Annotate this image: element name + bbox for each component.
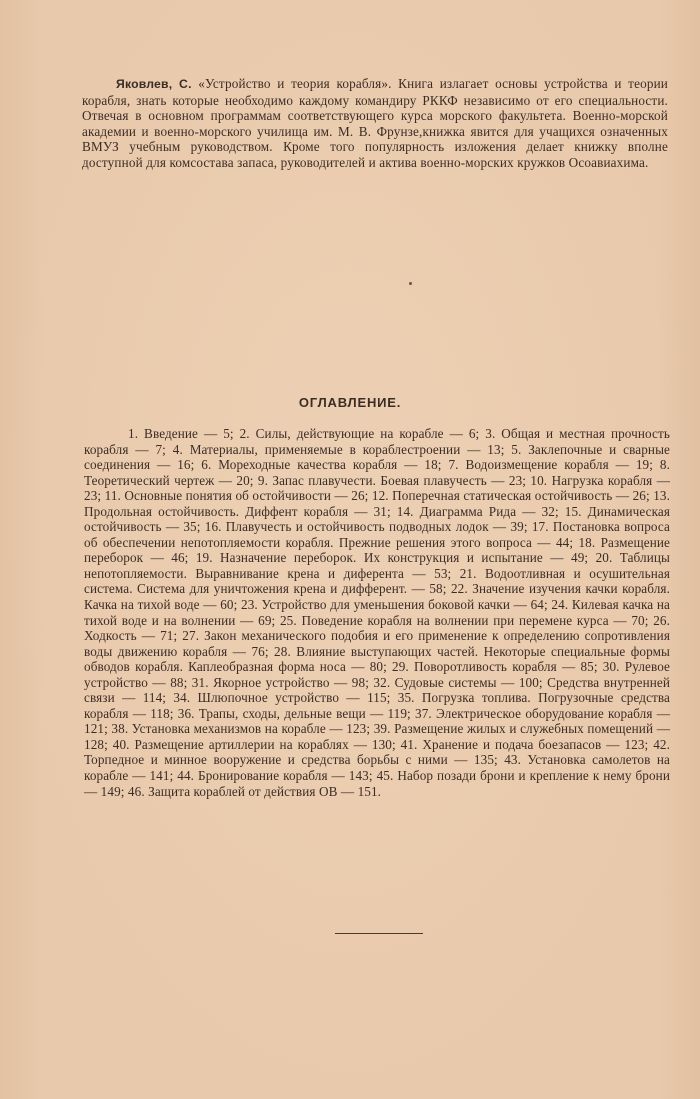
- toc-body: 1. Введение — 5; 2. Силы, действующие на корабле — 6; 3. Общая и местная прочность корабля — 7; 4. Материалы, применяемые в кораблестроении — 13; 5. Заклепочные и сварные соединения — 16; 6. Мореходные качества корабля — 18; 7. Водоизмещение корабля — 19; 8. Теоретический чертеж — 20; 9. Запас плавучести. Боевая плавучесть — 23; 10. Нагрузка корабля — 23; 11. Основные понятия об остойчивости — 26; 12. Поперечная статическая остойчивость — 26; 13. Продольная остойчивость. Диффент корабля — 31; 14. Диаграмма Рида — 32; 15. Динамическая остойчивость — 35; 16. Плавучесть и остойчивость подводных лодок — 39; 17. Постановка вопроса об обеспечении непотопляемости корабля. Прежние решения этого вопроса — 44; 18. Размещение переборок — 46; 19. Назначение переборок. Их конструкция и испытание — 49; 20. Таблицы непотопляемости. Выравнивание крена и диферента — 53; 21. Водоотливная и осушительная система. Система для уничтожения крена и дифферент. — 58; 22. Значение изучения качки корабля. Качка на тихой воде — 60; 23. Устройство для уменьшения боковой качки — 64; 24. Килевая качка на тихой воде и на волнении — 69; 25. Поведение корабля на волнении при перемене курса — 70; 26. Ходкость — 71; 27. Закон механического подобия и его применение к определению сопротивления воды движению корабля — 76; 28. Влияние выступающих частей. Некоторые специальные формы обводов корабля. Каплеобразная форма носа — 80; 29. Поворотливость корабля — 85; 30. Рулевое устройство — 88; 31. Якорное устройство — 98; 32. Судовые системы — 100; Средства внутренней связи — 114; 34. Шлюпочное устройство — 115; 35. Погрузка топлива. Погрузочные средства корабля — 118; 36. Трапы, сходы, дельные вещи — 119; 37. Электрическое оборудование корабля — 121; 38. Установка механизмов на корабле — 123; 39. Размещение жилых и служебных помещений — 128; 40. Размещение артиллерии на кораблях — 130; 41. Хранение и подача боезапасов — 123; 42. Торпедное и минное вооружение и средства борьбы с ними — 135; 43. Установка самолетов на корабле — 141; 44. Бронирование корабля — 143; 45. Набор позади брони и крепление к нему брони — 149; 46. Защита кораблей от действия ОВ — 151.: [84, 426, 670, 799]
- print-speck: [409, 282, 412, 285]
- toc-heading: ОГЛАВЛЕНИЕ.: [298, 395, 402, 410]
- author-name: Яковлев, С.: [116, 77, 192, 91]
- book-annotation: [82, 76, 668, 171]
- annotation-text: «Устройство и теория корабля». Книга излагает основы устройства и теории корабля, знать которые необходимо каждому командиру РККФ независимо от его специальности. Отвечая в основном программам соответствующего курса морского факультета. Военно-морской академии и военно-морского училища им. М. В. Фрунзе,книжка явится для учащихся означенных ВМУЗ учебным руководством. Кроме того популярность изложения делает книжку вполне доступной для комсостава запаса, руководителей и актива военно-морских кружков Осоавиахима.: [82, 76, 668, 170]
- closing-rule: [335, 933, 423, 934]
